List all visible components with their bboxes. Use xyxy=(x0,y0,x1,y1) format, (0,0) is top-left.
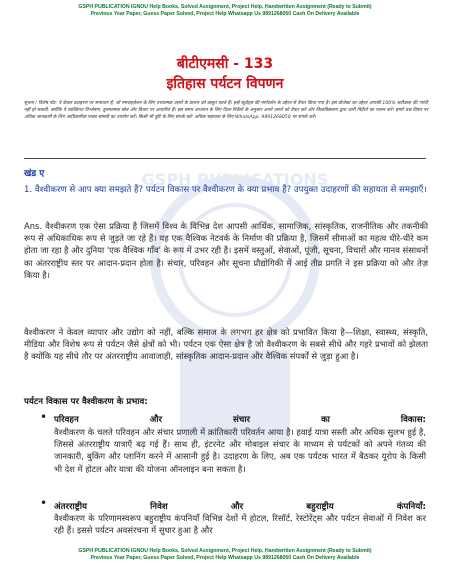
question-text: 1. वैश्वीकरण से आप क्या समझते हैं? पर्यटन विकास पर वैश्वीकरण के क्या प्रभाव हैं? उपयुक्त उदाहरणों की सहायता से समझाएँ। xyxy=(24,185,427,195)
divider xyxy=(24,158,426,159)
answer-paragraph-1: Ans. वैश्वीकरण एक ऐसा प्रक्रिया है जिसमें विश्व के विभिन्न देश आपसी आर्थिक, सामाजिक, सांस्कृतिक, राजनीतिक और तकनीकी रूप से अधिकाधिक रूप से जुड़ते जा रहे हैं। यह एक वैश्विक नेटवर्क के निर्माण की प्रक्रिया है, जिसमें सीमाओं का महत्व धीरे-धीरे कम होता जा रहा है और दुनिया 'एक वैश्विक गाँव' के रूप में उभर रही है। इसमें वस्तुओं, सेवाओं, पूंजी, सूचना, विचारों और मानव संसाधनों का अंतरराष्ट्रीय स्तर पर आदान-प्रदान होता है। संचार, परिवहन और सूचना प्रौद्योगिकी में आई तीव्र प्रगति ने इस प्रक्रिया को और तेज़ किया है। xyxy=(24,221,428,280)
watermark-text: GSPH PUBLICATIONS xyxy=(141,170,329,189)
bullet-text-1: वैश्वीकरण के चलते परिवहन और संचार प्रणाली में क्रांतिकारी परिवर्तन आया है। हवाई यात्रा सस्ती और अधिक सुलभ हुई है, जिससे अंतरराष्ट्रीय यात्राएँ बढ़ गई हैं। साथ ही, इंटरनेट और मोबाइल संचार के माध्यम से पर्यटकों को अपने गंतव्य की जानकारी, बुकिंग और प्लानिंग करने में आसानी हुई है। उदाहरण के लिए, अब एक पर्यटक भारत में बैठकर यूरोप के किसी भी देश में होटल और यात्रा की योजना ऑनलाइन बना सकता है। xyxy=(54,427,426,474)
page-footer xyxy=(0,548,450,562)
header-line-1: GSPH PUBLICATION IGNOU Help Books, Solved Assignment, Project Help, Handwritten Assignment (Ready to Submit) xyxy=(78,4,372,10)
impacts-subheading: पर्यटन विकास पर वैश्वीकरण के प्रभाव: xyxy=(24,397,148,407)
bullet-text-2: वैश्वीकरण के परिणामस्वरूप बहुराष्ट्रीय कंपनियाँ विभिन्न देशों में होटल, रिसॉर्ट, रेस्टोरेंट्स और पर्यटन सेवाओं में निवेश कर रही हैं। इससे पर्यटन अवसंरचना में सुधार हुआ है और xyxy=(54,513,426,536)
course-title: इतिहास पर्यटन विपणन xyxy=(166,76,284,92)
bullet-marker: • xyxy=(40,496,48,510)
course-code: बीटीएमसी - 133 xyxy=(176,56,274,72)
answer-paragraph-2: वैश्वीकरण ने केवल व्यापार और उद्योग को नहीं, बल्कि समाज के लगभग हर क्षेत्र को प्रभावित किया है—शिक्षा, स्वास्थ्य, संस्कृति, मीडिया और विशेष रूप से पर्यटन जैसे क्षेत्रों को भी। पर्यटन एक ऐसा क्षेत्र है जो वैश्वीकरण के सबसे सीधे और गहरे प्रभावों को झेलता है क्योंकि यह सीधे तौर पर अंतरराष्ट्रीय आवाजाही, सांस्कृतिक आदान-प्रदान और वैश्विक संपर्कों से जुड़ा हुआ है। xyxy=(24,327,428,362)
page-header xyxy=(0,4,450,18)
footer-line-2: Previous Year Paper, Guess Paper Solved, Project Help Whatsapp Us 9891268050 Cash On Delivery Available xyxy=(90,555,360,561)
header-line-2: Previous Year Paper, Guess Paper Solved, Project Help Whatsapp Us 9891268050 Cash On Delivery Available xyxy=(90,11,360,17)
bullet-heading-2: अंतरराष्ट्रीय निवेश और बहुराष्ट्रीय कंपनियाँ: xyxy=(54,502,426,512)
bullet-marker: • xyxy=(40,410,48,424)
bullet-heading-1: परिवहन और संचार का विकास: xyxy=(54,415,426,425)
disclaimer-notice: सूचना / विशेष नोट: ये केवल उदाहरण पर समाधान हैं, जो ममराइज़ेशन के लिए तथ्यात्मक उत्तरों के प्रारूप को प्रस्तुत करते हैं। इन्हें स्टूडेंट्स की मार्गदर्शन के उद्देश्य से तैयार किया गया है। इस प्रोजेक्ट का उद्देश्य आपकी 100% सटीकता की गारंटी नहीं हो सकती, क्योंकि ये व्यक्तिगत विश्लेषण, तुलनात्मक स्रोत और विचार पर आधारित हैं। इस समय अध्ययन के लिए दिशा-निर्देशों के अनुसार अपने उत्तरों को तैयार करें और विश्वविद्यालय द्वारा जारी निर्देशों का पालन करें। हमारे प्रश्न विषय पर अधिक जानकारी के लिए आधिकारिक पाठ्य सामग्री का उपयोग करें। किसी भी त्रुटि के लिए संपर्क करें: अधिक सहायता के लिए WhatsApp: 9891268050 पर संपर्क करें। xyxy=(24,101,428,121)
footer-line-1: GSPH PUBLICATION IGNOU Help Books, Solved Assignment, Project Help, Handwritten Assignment (Ready to Submit) xyxy=(78,548,372,554)
section-label: खंड ए xyxy=(24,169,45,179)
